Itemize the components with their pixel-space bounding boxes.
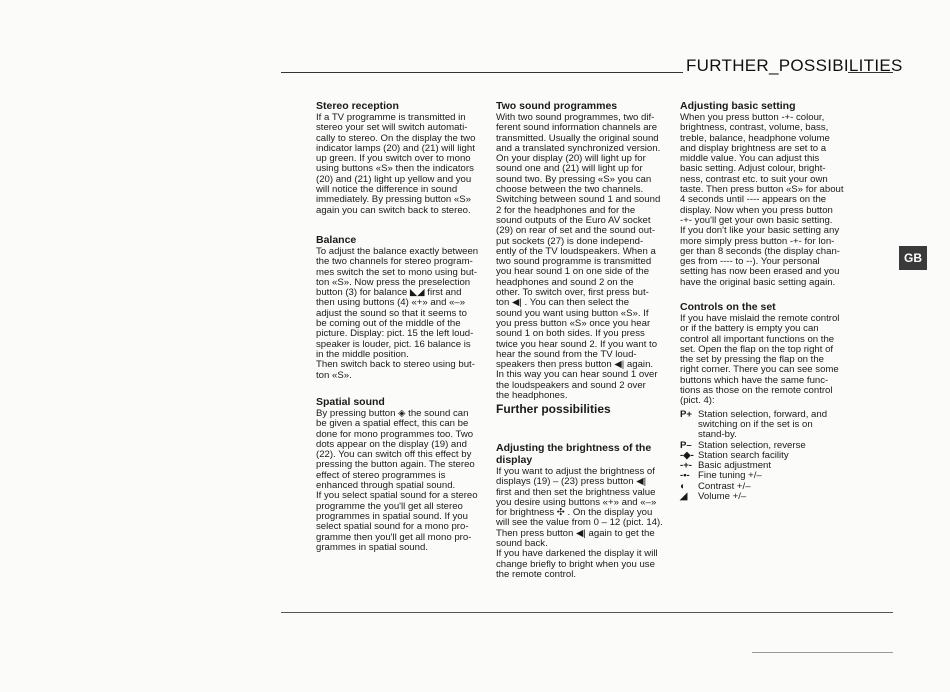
text-line: sound back.: [496, 538, 548, 550]
text-line: When you press button -+- colour,: [680, 112, 825, 123]
section-title: Balance: [316, 234, 357, 246]
text-line: ferent sound information channels are: [496, 122, 658, 134]
language-badge: GB: [899, 246, 927, 270]
text-line: you press button «S» once you hear: [496, 317, 651, 329]
text-line: If you select spatial sound for a stereo: [316, 490, 478, 502]
legend-text: Contrast +/–: [698, 480, 751, 492]
text-line: By pressing button ◈ the sound can: [316, 408, 469, 419]
text-line: be given a spatial effect, this can be: [316, 418, 469, 430]
legend-text: Station selection, reverse: [698, 439, 806, 451]
text-line: right corner. There you can see some: [680, 364, 839, 376]
text-line: put sockets (27) is done independ-: [496, 235, 644, 247]
text-line: more simply press button -+- for lon-: [680, 235, 835, 247]
text-line: ger than 8 seconds (the display chan-: [680, 245, 840, 257]
text-line: ently of the TV loudspeakers. When a: [496, 245, 656, 257]
controls-legend: [680, 410, 872, 503]
text-line: have the original basic setting again.: [680, 276, 836, 288]
text-line: effect of stereo programmes is: [316, 469, 446, 481]
text-line: other. To switch over, first press but-: [496, 287, 649, 299]
text-line: Then switch back to stereo using but-: [316, 359, 475, 371]
text-line: display. Now when you press button: [680, 204, 833, 216]
text-line: the set by pressing the flap on the: [680, 354, 824, 366]
legend-text: switching on if the set is on: [698, 418, 813, 430]
text-line: (29) on rear of set and the sound out-: [496, 225, 655, 237]
section-controls-on-set: [680, 301, 872, 502]
text-line: sound outputs of the Euro AV socket: [496, 214, 651, 226]
legend-symbol-icon: -•-: [680, 470, 690, 482]
section-display-brightness: [496, 442, 668, 580]
text-line: -+- you'll get your own basic setting.: [680, 214, 833, 226]
text-line: will see the value from 0 – 12 (pict. 14).: [496, 517, 663, 529]
text-line: ton «S».: [316, 369, 352, 381]
legend-text: Basic adjustment: [698, 460, 772, 472]
text-line: mes switch the set to mono using but-: [316, 266, 478, 278]
section-body: [680, 314, 872, 407]
section-body: [680, 113, 872, 288]
text-line: will notice the difference in sound: [316, 184, 458, 196]
text-line: the headphones.: [496, 390, 568, 402]
text-line: speaker is louder, pict. 16 balance is: [316, 338, 471, 350]
text-line: choose between the two channels.: [496, 184, 644, 196]
section-title: Controls on the set: [680, 301, 776, 313]
text-line: picture. Display: pict. 15 the left loud-: [316, 328, 474, 340]
text-line: sound you want using button «S». If: [496, 307, 649, 319]
text-line: pressing the button again. The stereo: [316, 459, 475, 471]
text-line: (22). You can switch off this effect by: [316, 449, 472, 461]
text-line: On your display (20) will light up for: [496, 153, 646, 165]
text-line: gramme then you'll get all mono pro-: [316, 531, 472, 543]
text-line: If a TV programme is transmitted in: [316, 112, 466, 123]
text-line: dots appear on the display (19) and: [316, 438, 467, 450]
text-line: If you don't like your basic setting any: [680, 225, 840, 237]
text-line: ness, contrast etc. to suit your own: [680, 173, 828, 185]
legend-text: Station search facility: [698, 449, 789, 461]
text-line: immediately. By pressing button «S»: [316, 194, 471, 206]
text-line: in the middle position.: [316, 348, 409, 360]
text-line: In this way you can hear sound 1 over: [496, 369, 658, 381]
text-line: cally to stereo. On the display the two: [316, 132, 476, 144]
legend-symbol-icon: ◐: [680, 480, 686, 492]
legend-symbol-icon: -+-: [680, 460, 692, 472]
text-line: middle value. You can adjust this: [680, 153, 820, 165]
text-line: tions as those on the remote control: [680, 385, 833, 397]
text-line: headphones and sound 2 on the: [496, 276, 634, 288]
text-line: Switching between sound 1 and sound: [496, 194, 661, 206]
text-line: again you can switch back to stereo.: [316, 204, 471, 216]
footer-rule: [281, 612, 893, 613]
text-line: you hear sound 1 on one side of the: [496, 266, 650, 278]
text-line: for brightness ✣ . On the display you: [496, 507, 653, 519]
text-line: brightness, contrast, volume, bass,: [680, 122, 829, 134]
legend-symbol-icon: -◆-: [680, 449, 694, 461]
text-line: buttons which have the same func-: [680, 374, 829, 386]
section-body: [316, 409, 488, 553]
text-line: done for mono programmes too. Two: [316, 428, 474, 440]
text-line: If you want to adjust the brightness of: [496, 466, 655, 477]
text-line: basic setting. Adjust colour, bright-: [680, 163, 826, 175]
text-line: and display brightness are set to a: [680, 142, 827, 154]
text-line: button (3) for balance ◣◢ first and: [316, 287, 462, 299]
text-line: adjust the sound so that it seems to: [316, 307, 467, 319]
section-title: Stereo reception: [316, 100, 399, 112]
text-line: enhanced through spatial sound.: [316, 480, 456, 492]
text-line: (20) and (21) light up yellow and you: [316, 173, 472, 185]
text-line: be coming out of the middle of the: [316, 318, 461, 330]
section-title: Adjusting basic setting: [680, 100, 796, 112]
text-line: the loudspeakers and sound 2 over: [496, 379, 646, 391]
legend-symbol-icon: P–: [680, 439, 692, 451]
text-line: To adjust the balance exactly between: [316, 246, 479, 257]
text-line: ton «S». Now press the preselection: [316, 276, 471, 288]
text-line: control all important functions on the: [680, 333, 835, 345]
text-line: 2 for the headphones and for the: [496, 204, 636, 216]
text-line: (pict. 4):: [680, 395, 715, 407]
header-rule-left: [281, 72, 683, 73]
header-rule-right: [848, 72, 893, 73]
legend-text: Fine tuning +/–: [698, 470, 762, 482]
section-stereo-reception: [316, 100, 488, 216]
section-balance: [316, 234, 488, 381]
text-line: hear the sound from the TV loud-: [496, 348, 637, 360]
section-further-possibilities: [496, 402, 668, 416]
text-line: up green. If you switch over to mono: [316, 153, 471, 165]
legend-item: [680, 492, 872, 502]
text-line: the two channels for stereo program-: [316, 256, 473, 268]
text-line: displays (19) – (23) press button ◀|: [496, 476, 647, 488]
section-two-sound-programmes: [496, 100, 668, 401]
text-line: grammes in spatial sound.: [316, 541, 428, 553]
footer-rule-short: [752, 652, 893, 653]
text-line: set. Open the flap on the top right of: [680, 343, 834, 355]
text-line: change briefly to bright when you use: [496, 558, 655, 570]
text-line: or if the battery is empty you can: [680, 323, 819, 335]
text-line: indicator lamps (20) and (21) will light: [316, 142, 475, 154]
section-body: [496, 467, 668, 580]
text-line: then using buttons (4) «+» and «–»: [316, 297, 466, 309]
text-line: ton ◀| . You can then select the: [496, 297, 630, 309]
text-line: 4 seconds until ---- appears on the: [680, 194, 827, 206]
section-title: Spatial sound: [316, 396, 385, 408]
text-line: and a translated synchronized version.: [496, 142, 661, 154]
legend-symbol-icon: ◢: [680, 491, 688, 503]
legend-symbol-icon: P+: [680, 408, 693, 420]
section-spatial-sound: [316, 396, 488, 553]
section-heading: Further possibilities: [496, 402, 611, 416]
text-line: sound 1 on both sides. If you press: [496, 328, 645, 340]
text-line: you desire using buttons «+» and «–»: [496, 496, 657, 508]
text-line: programmes in spatial sound. If you: [316, 510, 468, 522]
legend-text: stand-by.: [698, 429, 737, 441]
text-line: Then press button ◀| again to get the: [496, 527, 655, 539]
text-line: transmitted. Usually the original sound: [496, 132, 659, 144]
section-basic-setting: [680, 100, 872, 288]
legend-text: Volume +/–: [698, 491, 747, 503]
text-line: If you have darkened the display it will: [496, 548, 658, 560]
text-line: select spatial sound for a mono pro-: [316, 521, 469, 533]
section-title: Two sound programmes: [496, 100, 618, 112]
text-line: two sound programme is transmitted: [496, 256, 652, 268]
section-body: [316, 113, 488, 216]
text-line: If you have mislaid the remote control: [680, 313, 840, 324]
section-title: Adjusting the brightness of the display: [496, 442, 652, 466]
section-body: [496, 113, 668, 401]
text-line: ges from ---- to --). Your personal: [680, 256, 820, 268]
text-line: first and then set the brightness value: [496, 486, 656, 498]
text-line: taste. Then press button «S» for about: [680, 184, 844, 196]
text-line: programme the you'll get all stereo: [316, 500, 463, 512]
section-body: [316, 247, 488, 381]
text-line: stereo your set will switch automati-: [316, 122, 468, 134]
text-line: sound one and (21) will light up for: [496, 163, 643, 175]
legend-text: Station selection, forward, and: [698, 408, 828, 420]
text-line: speakers then press button ◀| again.: [496, 359, 654, 371]
text-line: setting has now been erased and you: [680, 266, 840, 278]
text-line: the remote control.: [496, 568, 576, 580]
text-line: using buttons «S» then the indicators: [316, 163, 474, 175]
text-line: With two sound programmes, two dif-: [496, 112, 655, 123]
text-line: twice you hear sound 2. If you want to: [496, 338, 658, 350]
text-line: treble, balance, headphone volume: [680, 132, 830, 144]
text-line: sound two. By pressing «S» you can: [496, 173, 652, 185]
page-header-title: FURTHER_POSSIBILITIES: [686, 56, 903, 75]
